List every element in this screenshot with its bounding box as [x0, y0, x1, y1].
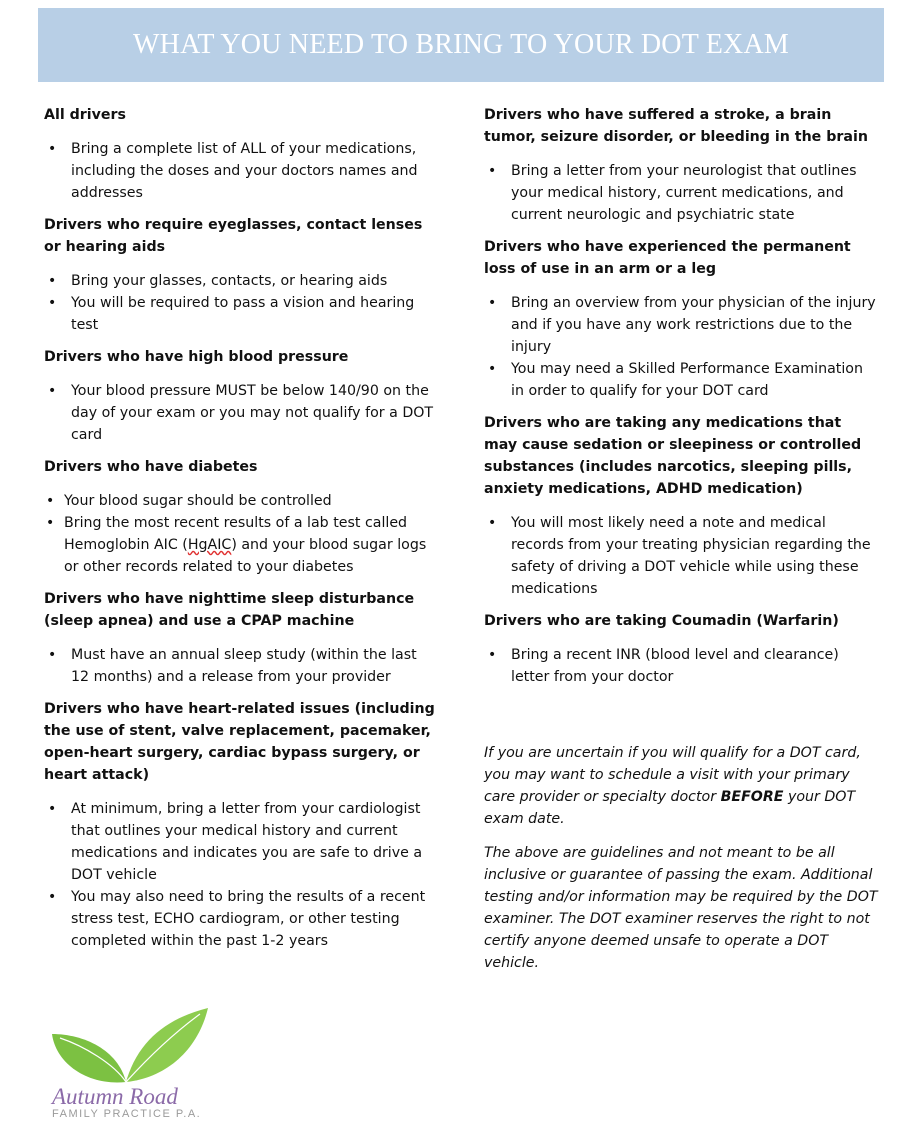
section-heading: Drivers who have suffered a stroke, a brain tumor, seizure disorder, or bleeding in the brain: [484, 107, 868, 145]
list-item: • Bring a recent INR (blood level and clearance) letter from your doctor: [484, 644, 879, 688]
list-item-text: ) and your blood sugar logs or other records related to your diabetes: [64, 537, 427, 575]
section-heading: Drivers who require eyeglasses, contact lenses or hearing aids: [44, 217, 423, 255]
list-item: • Bring an overview from your physician of the injury and if you have any work restrictions due to the injury: [484, 292, 879, 358]
bullet-list: [44, 270, 439, 336]
brand-name: Autumn Road: [52, 1084, 178, 1109]
list-item: • You may also need to bring the results of a recent stress test, ECHO cardiogram, or other testing completed within the past 1-2 years: [44, 886, 439, 952]
bullet-list: [44, 798, 439, 952]
note-paragraph: [484, 742, 879, 830]
spellcheck-word: HgAIC: [187, 537, 232, 553]
bullet-list: [44, 644, 439, 688]
list-item: • Bring your glasses, contacts, or hearing aids: [44, 270, 439, 292]
title-banner: [38, 8, 884, 82]
brand-subtitle: FAMILY PRACTICE P.A.: [52, 1108, 202, 1120]
section-heading: Drivers who have nighttime sleep disturbance (sleep apnea) and use a CPAP machine: [44, 591, 415, 629]
list-item: • You will be required to pass a vision and hearing test: [44, 292, 439, 336]
right-column: [484, 104, 879, 986]
list-item-text: Bring the most recent results of a lab test called Hemoglobin AIC (: [64, 515, 408, 553]
section-heading: Drivers who have heart-related issues (including the use of stent, valve replacement, pacemaker, open-heart surgery, cardiac bypass surgery, or heart attack): [44, 701, 435, 783]
section-heading: Drivers who have experienced the permanent loss of use in an arm or a leg: [484, 239, 851, 277]
bullet-list: [44, 380, 439, 446]
left-column: [44, 104, 439, 962]
list-item: • Bring a letter from your neurologist that outlines your medical history, current medications, and current neurologic and psychiatric state: [484, 160, 879, 226]
note-text: If you are uncertain if you will qualify for a DOT card, you may want to schedule a visit with your primary care provider or specialty doctor: [484, 745, 861, 805]
section-heading: Drivers who have diabetes: [44, 459, 258, 475]
list-item: • You will most likely need a note and medical records from your treating physician regarding the safety of driving a DOT vehicle while using these medications: [484, 512, 879, 600]
bullet-list: [484, 512, 879, 600]
bullet-list: [44, 490, 439, 578]
page-title: WHAT YOU NEED TO BRING TO YOUR DOT EXAM: [133, 29, 789, 60]
bullet-list: [44, 138, 439, 204]
bullet-list: [484, 292, 879, 402]
bullet-list: [484, 644, 879, 688]
section-heading: Drivers who have high blood pressure: [44, 349, 349, 365]
list-item: • At minimum, bring a letter from your cardiologist that outlines your medical history and current medications and indicates you are safe to drive a DOT vehicle: [44, 798, 439, 886]
disclaimer-paragraph: The above are guidelines and not meant to be all inclusive or guarantee of passing the exam. Additional testing and/or information may be required by the DOT examiner. The DOT examiner reserves the right to not certify anyone deemed unsafe to operate a DOT vehicle.: [484, 845, 878, 971]
list-item: • Your blood pressure MUST be below 140/90 on the day of your exam or you may not qualify for a DOT card: [44, 380, 439, 446]
bullet-list: [484, 160, 879, 226]
list-item: • Your blood sugar should be controlled: [44, 490, 439, 512]
list-item: • You may need a Skilled Performance Examination in order to qualify for your DOT card: [484, 358, 879, 402]
list-item: • Must have an annual sleep study (within the last 12 months) and a release from your provider: [44, 644, 439, 688]
section-heading: Drivers who are taking any medications that may cause sedation or sleepiness or controlled substances (includes narcotics, sleeping pills, anxiety medications, ADHD medication): [484, 415, 862, 497]
section-heading: All drivers: [44, 107, 126, 123]
section-heading: Drivers who are taking Coumadin (Warfarin): [484, 613, 839, 629]
list-item: [44, 512, 439, 578]
note-emphasis: BEFORE: [720, 789, 784, 805]
note-text: your DOT exam date.: [484, 789, 856, 827]
list-item: • Bring a complete list of ALL of your medications, including the doses and your doctors names and addresses: [44, 138, 439, 204]
